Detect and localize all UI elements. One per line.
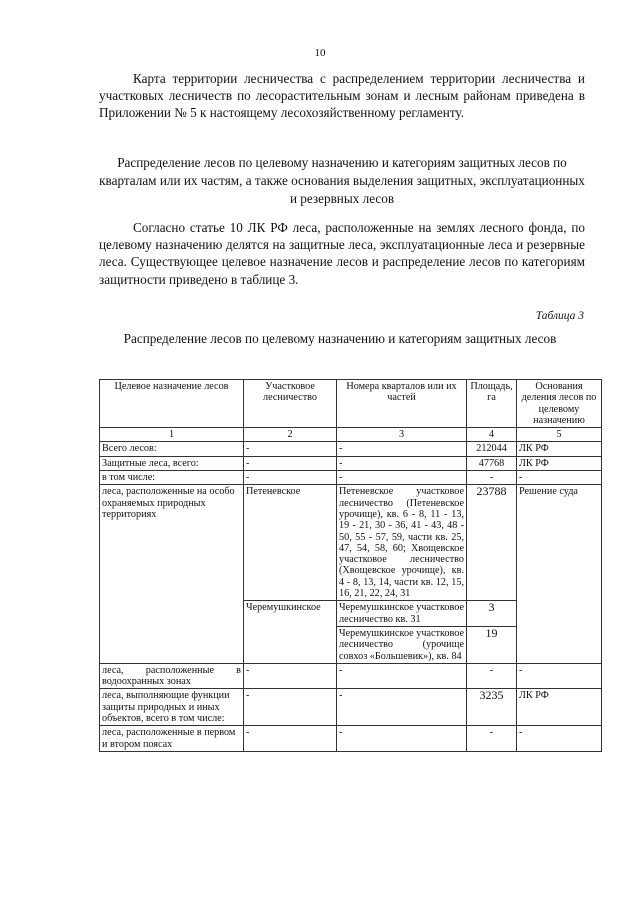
section-heading: Распределение лесов по целевому назначению и категориям защитных лесов по кварталам или их частям, а также основания выделения защитных, эксплуатационных и резервных лесов [99, 155, 585, 206]
row-purpose: леса, расположенные в первом и втором поясах [100, 726, 244, 752]
col-number: 4 [467, 428, 517, 442]
row-district: - [244, 726, 337, 752]
row-quarters: Черемушкинское участковое лесничество кв. 31 [337, 601, 467, 627]
row-quarters: - [337, 471, 467, 485]
row-basis: - [517, 471, 602, 485]
row-basis: ЛК РФ [517, 689, 602, 726]
row-district: - [244, 442, 337, 456]
table-row [100, 442, 602, 456]
row-basis: ЛК РФ [517, 456, 602, 470]
table-row [100, 726, 602, 752]
header-area: Площадь, га [467, 380, 517, 428]
header-basis: Основания деления лесов по целевому назначению [517, 380, 602, 428]
row-area: 212044 [467, 442, 517, 456]
row-district: Черемушкинское [244, 601, 337, 663]
col-number: 5 [517, 428, 602, 442]
table-row [100, 485, 602, 601]
table-title: Распределение лесов по целевому назначению и категориям защитных лесов [123, 331, 557, 346]
row-area: - [467, 726, 517, 752]
row-area: - [467, 471, 517, 485]
row-basis: - [517, 726, 602, 752]
row-district: - [244, 456, 337, 470]
row-purpose: леса, выполняющие функции защиты природных и иных объектов, всего в том числе: [100, 689, 244, 726]
row-area: - [467, 663, 517, 689]
row-area: 47768 [467, 456, 517, 470]
row-quarters: Черемушкинское участковое лесничество (урочище совхоз «Большевик»), кв. 84 [337, 626, 467, 663]
row-quarters: - [337, 689, 467, 726]
col-number: 2 [244, 428, 337, 442]
col-number: 3 [337, 428, 467, 442]
row-basis: - [517, 663, 602, 689]
table-label: Таблица 3 [535, 310, 584, 322]
column-number-row [100, 428, 602, 442]
row-purpose: леса, расположенные в водоохранных зонах [100, 663, 244, 689]
row-area: 3 [467, 601, 517, 627]
forest-distribution-table [99, 379, 602, 752]
row-district: - [244, 663, 337, 689]
intro-paragraph [99, 70, 585, 122]
table-row [100, 456, 602, 470]
row-district: - [244, 689, 337, 726]
row-district: - [244, 471, 337, 485]
header-district: Участковое лесничество [244, 380, 337, 428]
row-district: Петеневское [244, 485, 337, 601]
row-purpose: Всего лесов: [100, 442, 244, 456]
row-basis: Решение суда [517, 485, 602, 663]
row-area: 23788 [467, 485, 517, 601]
col-number: 1 [100, 428, 244, 442]
row-purpose: Защитные леса, всего: [100, 456, 244, 470]
table-header-row [100, 380, 602, 428]
row-purpose: леса, расположенные на особо охраняемых природных территориях [100, 485, 244, 663]
table-row [100, 689, 602, 726]
row-quarters: - [337, 456, 467, 470]
table-row [100, 471, 602, 485]
intro-paragraph-text: Карта территории лесничества с распределением территории лесничества и участковых лесничеств по лесорастительным зонам и лесным районам приведена в Приложении № 5 к настоящему лесохозяйственному регламенту. [99, 71, 585, 121]
page-number: 10 [314, 47, 326, 59]
row-quarters: - [337, 442, 467, 456]
row-purpose: в том числе: [100, 471, 244, 485]
header-purpose: Целевое назначение лесов [100, 380, 244, 428]
row-area: 3235 [467, 689, 517, 726]
row-quarters: Петеневское участковое лесничество (Петеневское урочище), кв. 6 - 8, 11 - 13, 19 - 21, 30 - 36, 41 - 43, 48 - 50, 55 - 57, 59, части кв. 25, 47, 54, 58, 60; Хвощевское участковое лесничество (Хвощевское урочище), кв. 4 - 8, 13, 14, части кв. 12, 15, 16, 21, 22, 24, 31 [337, 485, 467, 601]
body-paragraph [99, 219, 585, 288]
body-paragraph-text: Согласно статье 10 ЛК РФ леса, расположенные на землях лесного фонда, по целевому назначению делятся на защитные леса, эксплуатационные леса и резервные леса. Существующее целевое назначение лесов и распределение лесов по категориям защитности приведено в таблице 3. [99, 220, 585, 287]
row-area: 19 [467, 626, 517, 663]
row-quarters: - [337, 726, 467, 752]
table-row [100, 663, 602, 689]
row-basis: ЛК РФ [517, 442, 602, 456]
header-quarters: Номера кварталов или их частей [337, 380, 467, 428]
row-quarters: - [337, 663, 467, 689]
